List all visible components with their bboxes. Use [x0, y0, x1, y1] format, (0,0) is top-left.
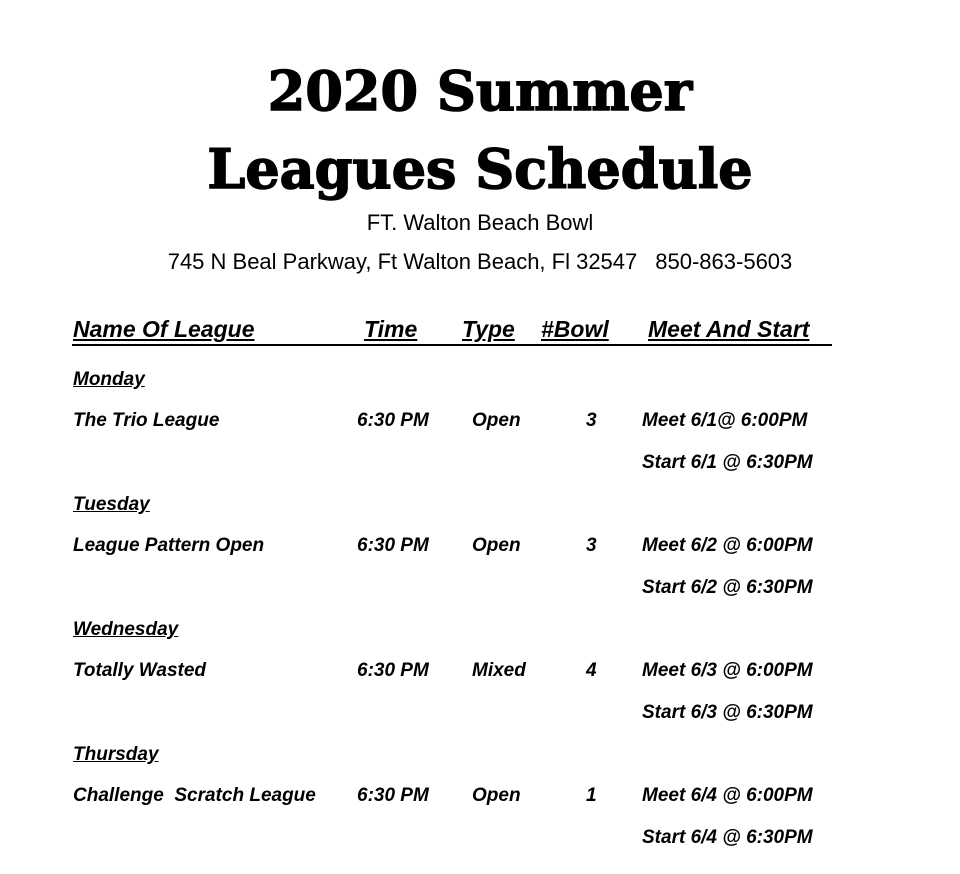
- column-header-meet: Meet And Start: [648, 316, 810, 342]
- header-rule: [72, 344, 832, 346]
- league-type: Mixed: [472, 660, 526, 681]
- venue-address-line: [0, 251, 960, 273]
- league-bowl: 3: [586, 535, 597, 556]
- league-time: 6:30 PM: [357, 535, 429, 556]
- page-title-line-2: Leagues Schedule: [207, 137, 753, 201]
- venue-address: 745 N Beal Parkway, Ft Walton Beach, Fl 32547: [167, 249, 638, 274]
- column-header-bowl: #Bowl: [541, 316, 609, 342]
- column-header-time: Time: [364, 316, 418, 342]
- league-time: 6:30 PM: [357, 785, 429, 806]
- league-meet: Meet 6/2 @ 6:00PM: [642, 535, 813, 556]
- league-bowl: 4: [586, 660, 597, 681]
- league-bowl: 3: [586, 410, 597, 431]
- league-start: Start 6/1 @ 6:30PM: [642, 452, 813, 473]
- league-time: 6:30 PM: [357, 410, 429, 431]
- league-start: Start 6/3 @ 6:30PM: [642, 702, 813, 723]
- league-meet: Meet 6/1@ 6:00PM: [642, 410, 808, 431]
- league-start: Start 6/2 @ 6:30PM: [642, 577, 813, 598]
- league-name: Totally Wasted: [73, 660, 207, 681]
- day-label: Wednesday: [73, 619, 179, 640]
- day-label: Thursday: [73, 744, 159, 765]
- league-name: Challenge Scratch League: [73, 785, 316, 806]
- league-type: Open: [472, 535, 521, 556]
- league-meet: Meet 6/4 @ 6:00PM: [642, 785, 813, 806]
- league-start: Start 6/4 @ 6:30PM: [642, 827, 813, 848]
- league-bowl: 1: [586, 785, 597, 806]
- league-meet: Meet 6/3 @ 6:00PM: [642, 660, 813, 681]
- day-label: Tuesday: [73, 494, 150, 515]
- league-name: The Trio League: [73, 410, 220, 431]
- column-header-type: Type: [462, 316, 515, 342]
- league-type: Open: [472, 410, 521, 431]
- league-name: League Pattern Open: [73, 535, 265, 556]
- page-title-line-1: 2020 Summer: [267, 59, 693, 123]
- league-type: Open: [472, 785, 521, 806]
- day-label: Monday: [73, 369, 145, 390]
- league-time: 6:30 PM: [357, 660, 429, 681]
- venue-phone: 850-863-5603: [655, 249, 793, 274]
- column-header-name: Name Of League: [73, 316, 255, 342]
- venue-name: FT. Walton Beach Bowl: [366, 210, 594, 235]
